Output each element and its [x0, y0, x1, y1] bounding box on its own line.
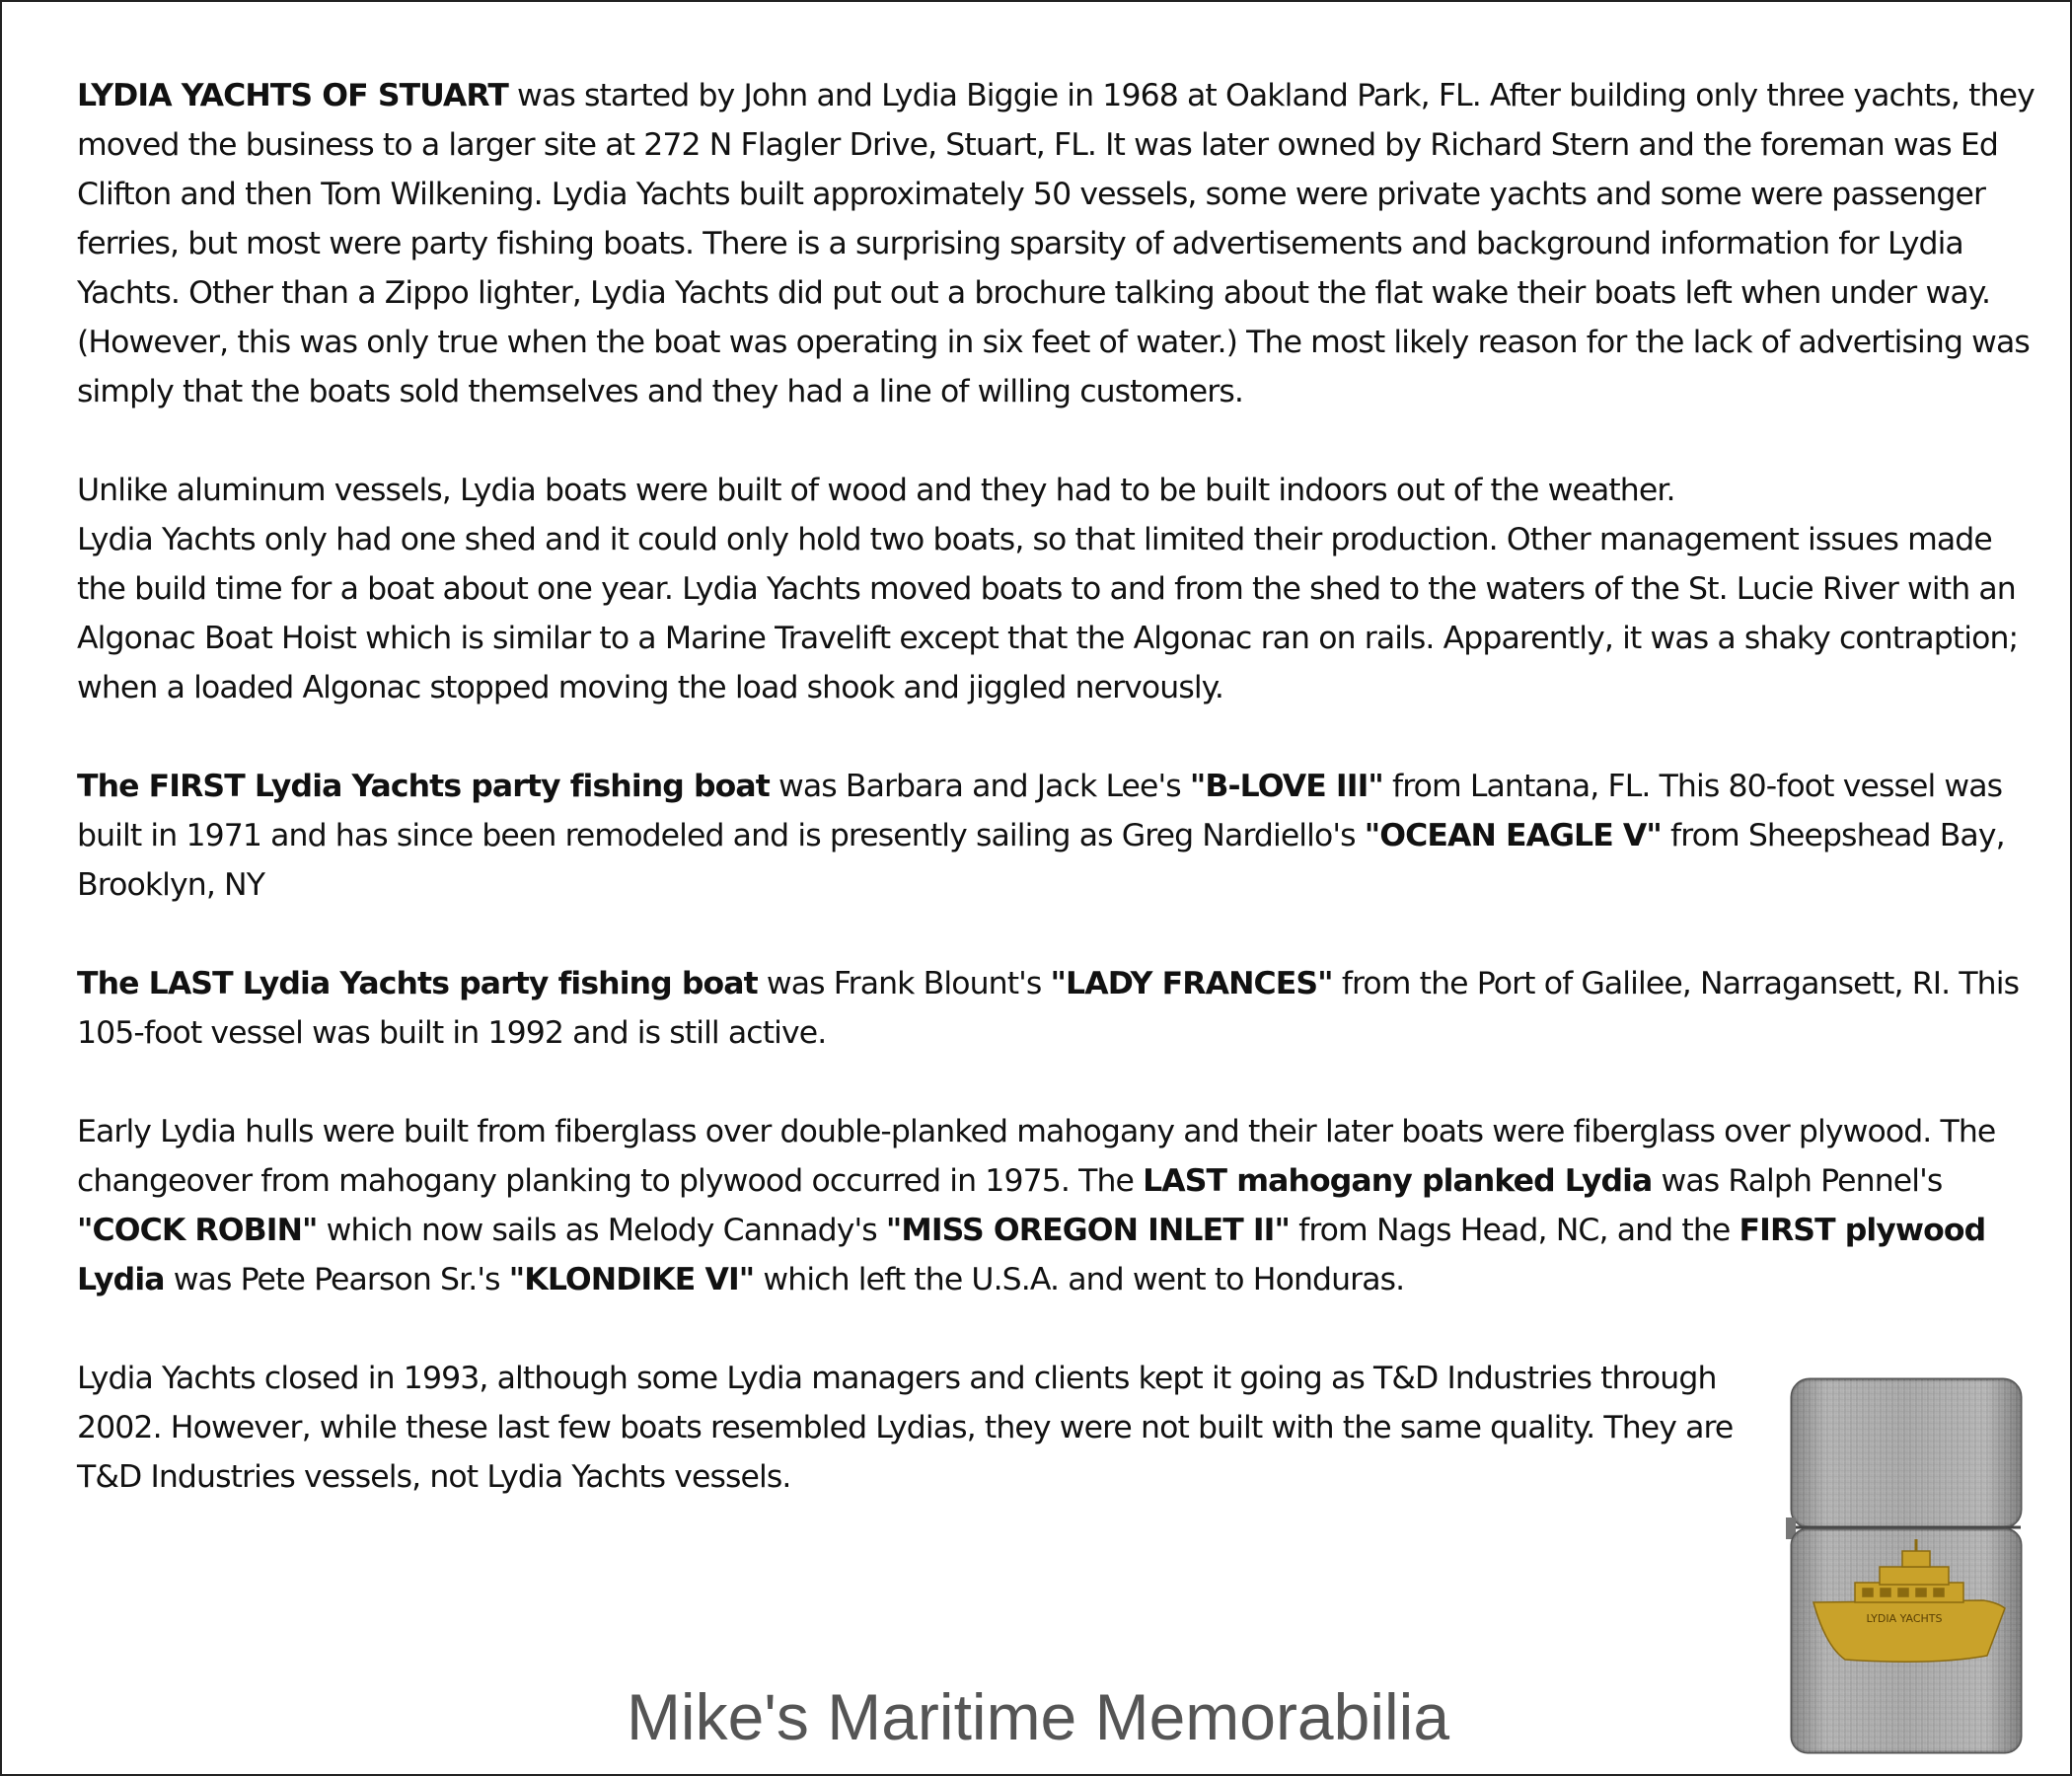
- bold-lead: LYDIA YACHTS OF STUART: [77, 78, 508, 113]
- paragraph-closing: Lydia Yachts closed in 1993, although some Lydia managers and clients kept it going as T&D Industries through 2002. However, while these last few boats resembled Lydias, they were not built with the same quality. They are T&D Industries vessels, not Lydia Yachts vessels.: [77, 1361, 1734, 1495]
- paragraph-first-boat: The FIRST Lydia Yachts party fishing boat was Barbara and Jack Lee's "B-LOVE III" from Lantana, FL. This 80-foot vessel was built in 1971 and has since been remodeled and is presently sailing as Greg Nardiello's "OCEAN EAGLE V" from Sheepshead Bay, Brooklyn, NY: [77, 769, 2005, 903]
- lighter-engraving-text: LYDIA YACHTS: [1866, 1612, 1943, 1625]
- site-footer-title: Mike's Maritime Memorabilia: [626, 1680, 1450, 1753]
- paragraph-construction: Unlike aluminum vessels, Lydia boats were built of wood and they had to be built indoors out of the weather. Lydia Yachts only had one shed and it could only hold two boats, so that limited their production. Other management issues made the build time for a boat about one year. Lydia Yachts moved boats to and from the shed to the waters of the St. Lucie River with an Algonac Boat Hoist which is similar to a Marine Travelift except that the Algonac ran on rails. Apparently, it was a shaky contraption; when a loaded Algonac stopped moving the load shook and jiggled nervously.: [77, 473, 2019, 705]
- article-body: [77, 71, 2040, 1551]
- paragraph-hull-materials: Early Lydia hulls were built from fiberglass over double-planked mahogany and their later boats were fiberglass over plywood. The changeover from mahogany planking to plywood occurred in 1975. The LAST mahogany planked Lydia was Ralph Pennel's "COCK ROBIN" which now sails as Melody Cannady's "MISS OREGON INLET II" from Nags Head, NC, and the FIRST plywood Lydia was Pete Pearson Sr.'s "KLONDIKE VI" which left the U.S.A. and went to Honduras.: [77, 1114, 1996, 1297]
- paragraph-history: LYDIA YACHTS OF STUART was started by John and Lydia Biggie in 1968 at Oakland Park, FL. After building only three yachts, they moved the business to a larger site at 272 N Flagler Drive, Stuart, FL. It was later owned by Richard Stern and the foreman was Ed Clifton and then Tom Wilkening. Lydia Yachts built approximately 50 vessels, some were private yachts and some were passenger ferries, but most were party fishing boats. There is a surprising sparsity of advertisements and background information for Lydia Yachts. Other than a Zippo lighter, Lydia Yachts did put out a brochure talking about the flat wake their boats left when under way. (However, this was only true when the boat was operating in six feet of water.) The most likely reason for the lack of advertising was simply that the boats sold themselves and they had a line of willing customers.: [77, 78, 2035, 409]
- paragraph-last-boat: The LAST Lydia Yachts party fishing boat was Frank Blount's "LADY FRANCES" from the Port of Galilee, Narragansett, RI. This 105-foot vessel was built in 1992 and is still active.: [77, 966, 2020, 1051]
